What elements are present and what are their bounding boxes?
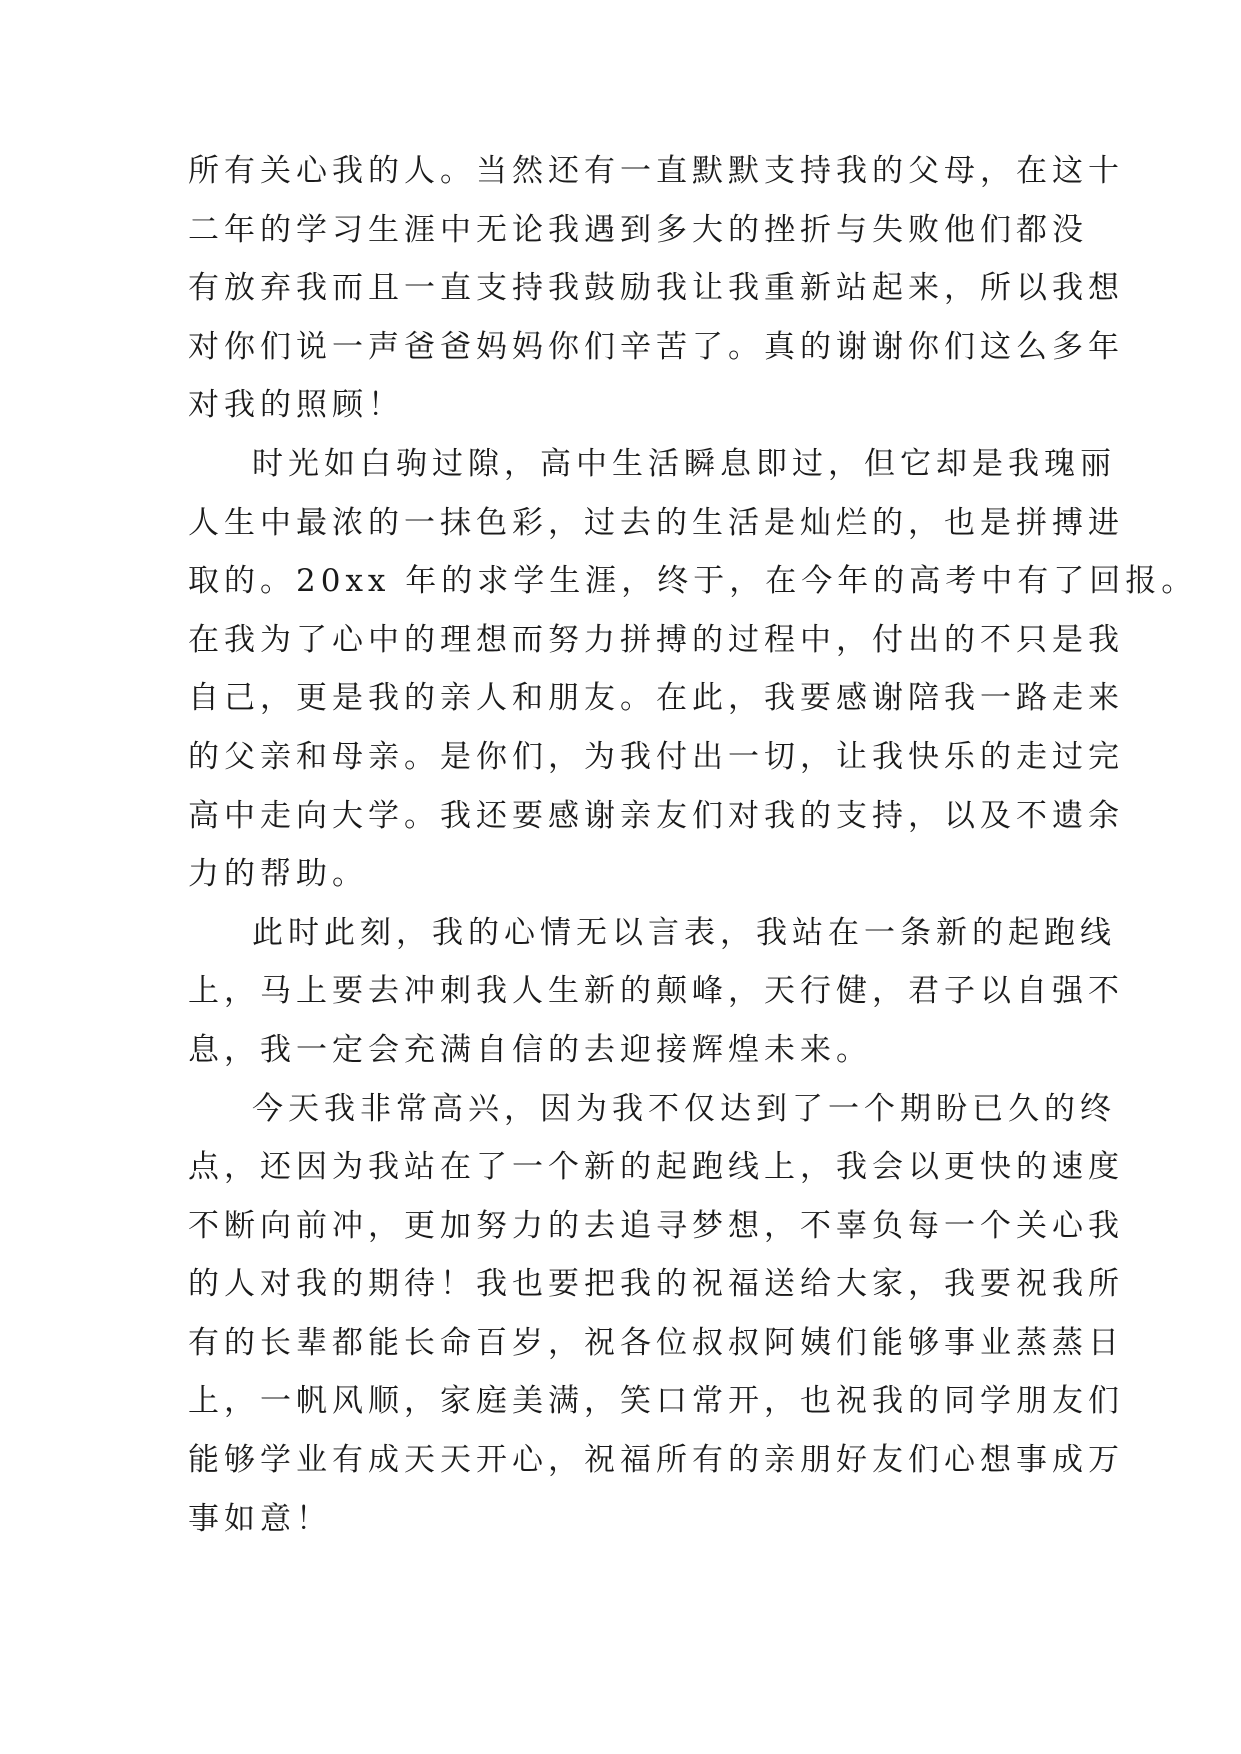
- text-line: 事如意！: [188, 1500, 332, 1537]
- text-line: 取的。20xx 年的求学生涯，终于，在今年的高考中有了回报。: [188, 563, 1198, 600]
- text-line: 上，一帆风顺，家庭美满，笑口常开，也祝我的同学朋友们: [188, 1383, 1124, 1420]
- paragraph-first-line: 今天我非常高兴，因为我不仅达到了一个期盼已久的终: [252, 1090, 1116, 1127]
- text-line: 对你们说一声爸爸妈妈你们辛苦了。真的谢谢你们这么多年: [188, 328, 1124, 365]
- text-line: 所有关心我的人。当然还有一直默默支持我的父母，在这十: [188, 153, 1124, 189]
- text-line: 自己，更是我的亲人和朋友。在此，我要感谢陪我一路走来: [188, 680, 1124, 717]
- text-line: 有的长辈都能长命百岁，祝各位叔叔阿姨们能够事业蒸蒸日: [188, 1324, 1124, 1361]
- text-line: 有放弃我而且一直支持我鼓励我让我重新站起来，所以我想: [188, 270, 1124, 307]
- text-line: 上，马上要去冲刺我人生新的颠峰，天行健，君子以自强不: [188, 973, 1124, 1010]
- text-line: 能够学业有成天天开心，祝福所有的亲朋好友们心想事成万: [188, 1442, 1124, 1479]
- text-line: 对我的照顾！: [188, 387, 404, 424]
- text-line: 高中走向大学。我还要感谢亲友们对我的支持，以及不遗余: [188, 797, 1124, 834]
- text-line: 在我为了心中的理想而努力拼搏的过程中，付出的不只是我: [188, 621, 1124, 658]
- text-line: 二年的学习生涯中无论我遇到多大的挫折与失败他们都没: [188, 211, 1088, 248]
- document-body: [188, 142, 1198, 1548]
- paragraph-first-line: 此时此刻，我的心情无以言表，我站在一条新的起跑线: [252, 914, 1116, 951]
- text-line: 的父亲和母亲。是你们，为我付出一切，让我快乐的走过完: [188, 738, 1124, 775]
- text-line: 力的帮助。: [188, 856, 368, 893]
- text-line: 不断向前冲，更加努力的去追寻梦想，不辜负每一个关心我: [188, 1207, 1124, 1244]
- paragraph-first-line: 时光如白驹过隙，高中生活瞬息即过，但它却是我瑰丽: [252, 445, 1116, 482]
- text-line: 点，还因为我站在了一个新的起跑线上，我会以更快的速度: [188, 1149, 1124, 1186]
- text-line: 的人对我的期待！我也要把我的祝福送给大家，我要祝我所: [188, 1266, 1124, 1303]
- text-line: 人生中最浓的一抹色彩，过去的生活是灿烂的，也是拼搏进: [188, 504, 1124, 541]
- text-line: 息，我一定会充满自信的去迎接辉煌未来。: [188, 1031, 872, 1068]
